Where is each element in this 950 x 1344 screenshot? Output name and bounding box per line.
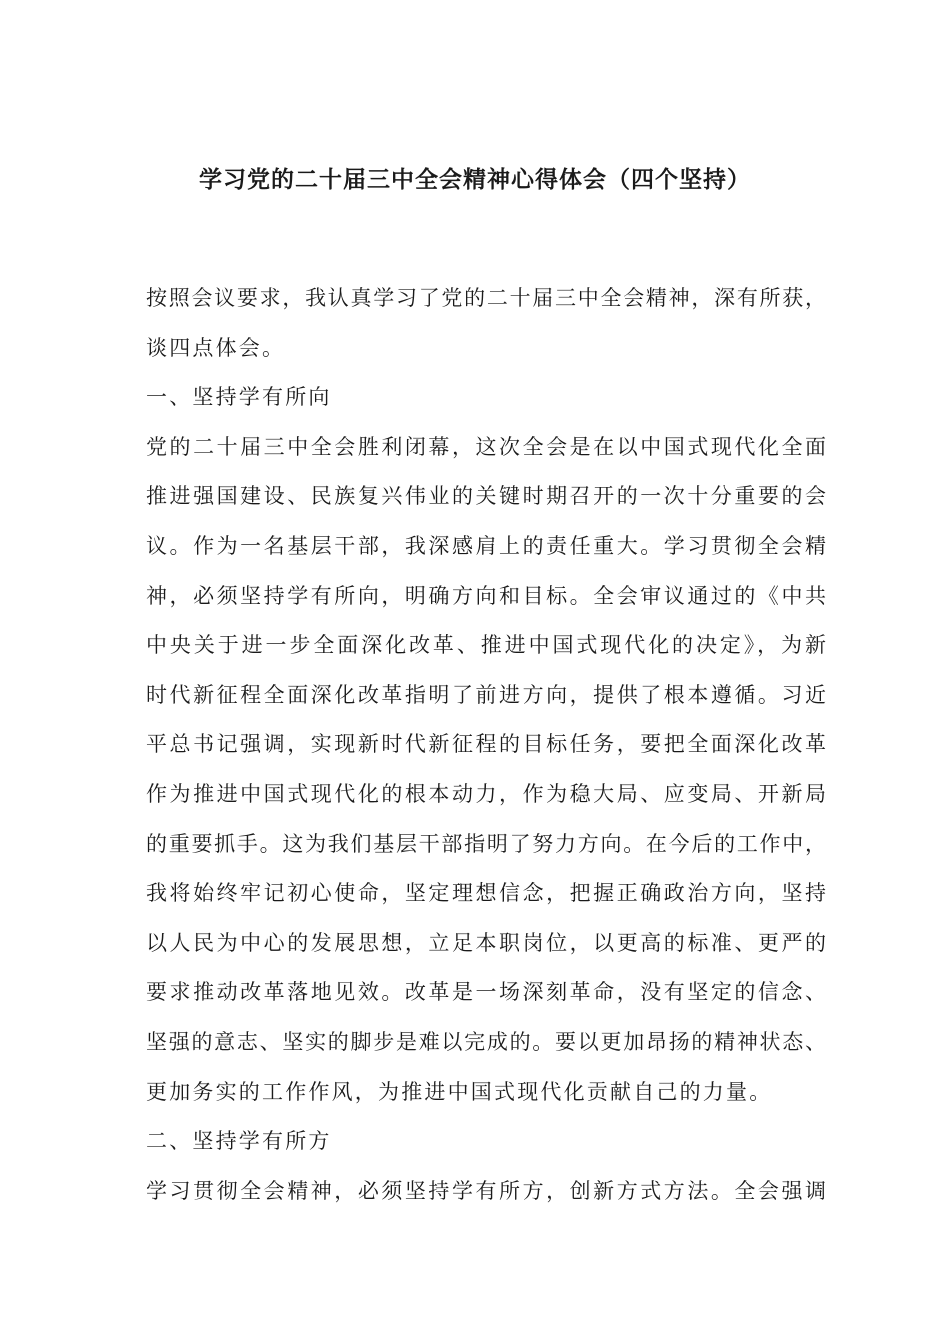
paragraph-line: 时代新征程全面深化改革指明了前进方向，提供了根本遵循。习近	[146, 682, 826, 707]
document-title: 学习党的二十届三中全会精神心得体会（四个坚持）	[199, 167, 751, 193]
paragraph-line: 谈四点体会。	[146, 335, 286, 360]
paragraph-line: 平总书记强调，实现新时代新征程的目标任务，要把全面深化改革	[146, 732, 826, 757]
paragraph-line: 作为推进中国式现代化的根本动力，作为稳大局、应变局、开新局	[146, 781, 826, 806]
paragraph-line: 按照会议要求，我认真学习了党的二十届三中全会精神，深有所获，	[146, 286, 826, 310]
section-heading: 一、坚持学有所向	[146, 385, 332, 410]
paragraph-line: 我将始终牢记初心使命，坚定理想信念，把握正确政治方向，坚持	[146, 881, 826, 906]
paragraph-line: 要求推动改革落地见效。改革是一场深刻革命，没有坚定的信念、	[146, 980, 826, 1005]
document-body	[146, 274, 826, 1216]
section-heading: 二、坚持学有所方	[146, 1129, 332, 1154]
paragraph-line: 推进强国建设、民族复兴伟业的关键时期召开的一次十分重要的会	[146, 484, 826, 509]
paragraph-line: 学习贯彻全会精神，必须坚持学有所方，创新方式方法。全会强调	[146, 1178, 826, 1203]
paragraph-line: 以人民为中心的发展思想，立足本职岗位，以更高的标准、更严的	[146, 930, 826, 955]
paragraph-line: 中央关于进一步全面深化改革、推进中国式现代化的决定》，为新	[146, 633, 826, 658]
paragraph-line: 坚强的意志、坚实的脚步是难以完成的。要以更加昂扬的精神状态、	[146, 1029, 826, 1054]
paragraph-line: 党的二十届三中全会胜利闭幕，这次全会是在以中国式现代化全面	[146, 434, 826, 459]
paragraph-line: 议。作为一名基层干部，我深感肩上的责任重大。学习贯彻全会精	[146, 533, 826, 558]
paragraph-line: 的重要抓手。这为我们基层干部指明了努力方向。在今后的工作中，	[146, 831, 826, 856]
paragraph-line: 神，必须坚持学有所向，明确方向和目标。全会审议通过的《中共	[146, 583, 826, 608]
paragraph-line: 更加务实的工作作风，为推进中国式现代化贡献自己的力量。	[146, 1079, 773, 1104]
